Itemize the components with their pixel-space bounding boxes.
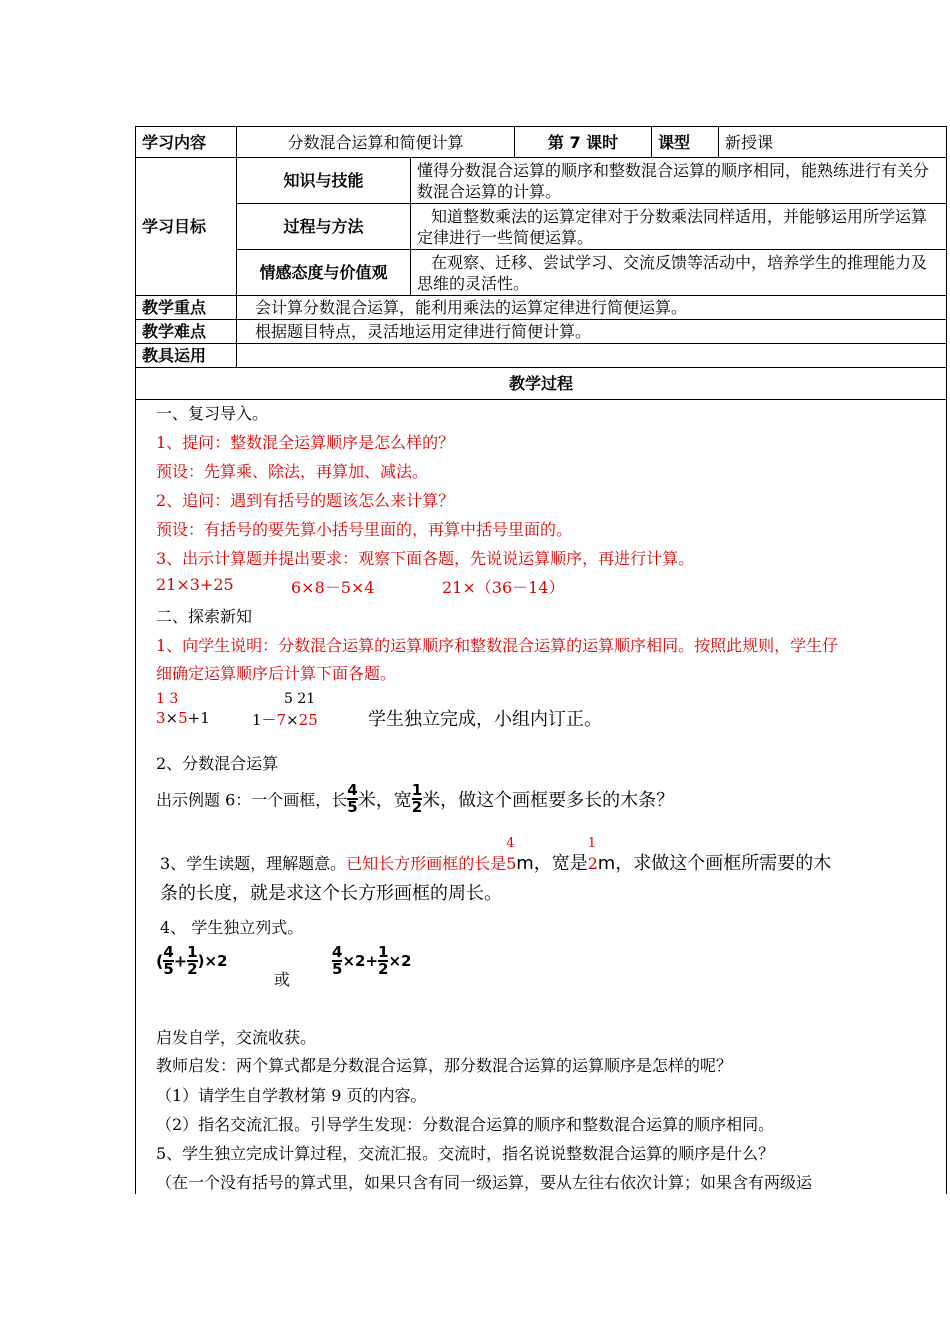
fraction-ex2-numerators: 5 21 bbox=[284, 691, 316, 707]
exercise-2: 6×8－5×4 bbox=[291, 578, 375, 597]
content-label: 学习内容 bbox=[136, 127, 237, 158]
answer-2: 预设：有括号的要先算小括号里面的，再算中括号里面的。 bbox=[156, 520, 573, 539]
note-1-line1: 1、向学生说明：分数混合运算的运算顺序和整数混合运算的运算顺序相同。按照此规则，学生仔 bbox=[156, 636, 839, 655]
tools-text bbox=[237, 344, 947, 368]
self-complete-note: 学生独立完成，小组内订正。 bbox=[368, 709, 602, 730]
process-title: 教学过程 bbox=[136, 368, 947, 400]
note-1-line2: 细确定运算顺序后计算下面各题。 bbox=[156, 664, 397, 683]
difficulty-label: 教学难点 bbox=[136, 320, 237, 344]
goal1-text: 懂得分数混合运算的顺序和整数混合运算的顺序相同，能熟练进行有关分数混合运算的计算。 bbox=[411, 158, 947, 204]
expression-a: ( $\frac{4}{5}$ + $\frac{1}{2}$ )×2 bbox=[156, 943, 228, 978]
goal2-label: 过程与方法 bbox=[237, 204, 411, 250]
note-3-line1: 3、学生读题，理解题意。已知长方形画框的长是 4 5m，宽是 1 2m，求做这个画框所需要的木 bbox=[160, 836, 832, 874]
note-2: 2、分数混合运算 bbox=[156, 754, 279, 773]
fraction-4-5: $\frac{4}{5}$ bbox=[347, 781, 358, 816]
step-2: （2）指名交流汇报。引导学生发现：分数混合运算的顺序和整数混合运算的顺序相同。 bbox=[156, 1115, 775, 1134]
note-5: 5、学生独立完成计算过程，交流汇报。交流时，指名说说整数混合运算的顺序是什么？ bbox=[156, 1144, 775, 1163]
type-label: 课型 bbox=[652, 127, 719, 158]
lesson-plan-sheet bbox=[135, 126, 947, 1194]
key-text: 会计算分数混合运算，能利用乘法的运算定律进行简便运算。 bbox=[237, 296, 947, 320]
type-value: 新授课 bbox=[719, 127, 947, 158]
fraction-ex1: 3×5+1 bbox=[156, 709, 210, 727]
goal1-label: 知识与技能 bbox=[237, 158, 411, 204]
fraction-1-2: $\frac{1}{2}$ bbox=[411, 781, 423, 816]
goal2-text: 知道整数乘法的运算定律对于分数乘法同样适用，并能够运用所学运算定律进行一些简便运算。 bbox=[411, 204, 947, 250]
question-1: 1、提问：整数混全运算顺序是怎么样的？ bbox=[156, 433, 455, 452]
expression-b: $\frac{4}{5}$ ×2+ $\frac{1}{2}$ ×2 bbox=[332, 943, 412, 978]
goal3-text: 在观察、迁移、尝试学习、交流反馈等活动中，培养学生的推理能力及思维的灵活性。 bbox=[411, 250, 947, 296]
section-review: 一、复习导入。 bbox=[156, 404, 269, 423]
difficulty-text: 根据题目特点，灵活地运用定律进行简便计算。 bbox=[237, 320, 947, 344]
goals-label: 学习目标 bbox=[136, 158, 237, 296]
section-explore: 二、探索新知 bbox=[156, 607, 253, 626]
fraction-ex1-numerators: 1 3 bbox=[156, 691, 179, 707]
last-line: （在一个没有括号的算式里，如果只含有同一级运算，要从左往右依次计算；如果含有两级运 bbox=[156, 1173, 813, 1192]
question-3: 3、出示计算题并提出要求：观察下面各题，先说说运算顺序，再进行计算。 bbox=[156, 549, 695, 568]
key-label: 教学重点 bbox=[136, 296, 237, 320]
or-label: 或 bbox=[274, 970, 291, 989]
lesson-number: 第 7 课时 bbox=[515, 127, 652, 158]
lesson-header-table bbox=[135, 126, 947, 400]
note-3-line2: 条的长度，就是求这个长方形画框的周长。 bbox=[160, 883, 502, 904]
goal3-label: 情感态度与价值观 bbox=[237, 250, 411, 296]
inspire-line: 启发自学，交流收获。 bbox=[156, 1028, 317, 1047]
tools-label: 教具运用 bbox=[136, 344, 237, 368]
teacher-prompt: 教师启发：两个算式都是分数混合运算，那分数混合运算的运算顺序是怎样的呢？ bbox=[156, 1056, 733, 1075]
question-2: 2、追问：遇到有括号的题该怎么来计算？ bbox=[156, 491, 455, 510]
exercise-3: 21×（36－14） bbox=[442, 578, 565, 597]
example-6: 出示例题 6：一个画框，长 $\frac{4}{5}$ 米，宽 $\frac{1}{2}$ 米，做这个画框要多长的木条？ bbox=[156, 781, 675, 816]
fraction-ex2: 1－7×25 bbox=[252, 711, 318, 729]
step-1: （1）请学生自学教材第 9 页的内容。 bbox=[156, 1086, 427, 1105]
note-4: 4、 学生独立列式。 bbox=[160, 918, 304, 937]
exercise-1: 21×3+25 bbox=[156, 575, 234, 594]
content-value: 分数混合运算和简便计算 bbox=[237, 127, 515, 158]
answer-1: 预设：先算乘、除法，再算加、减法。 bbox=[156, 462, 429, 481]
